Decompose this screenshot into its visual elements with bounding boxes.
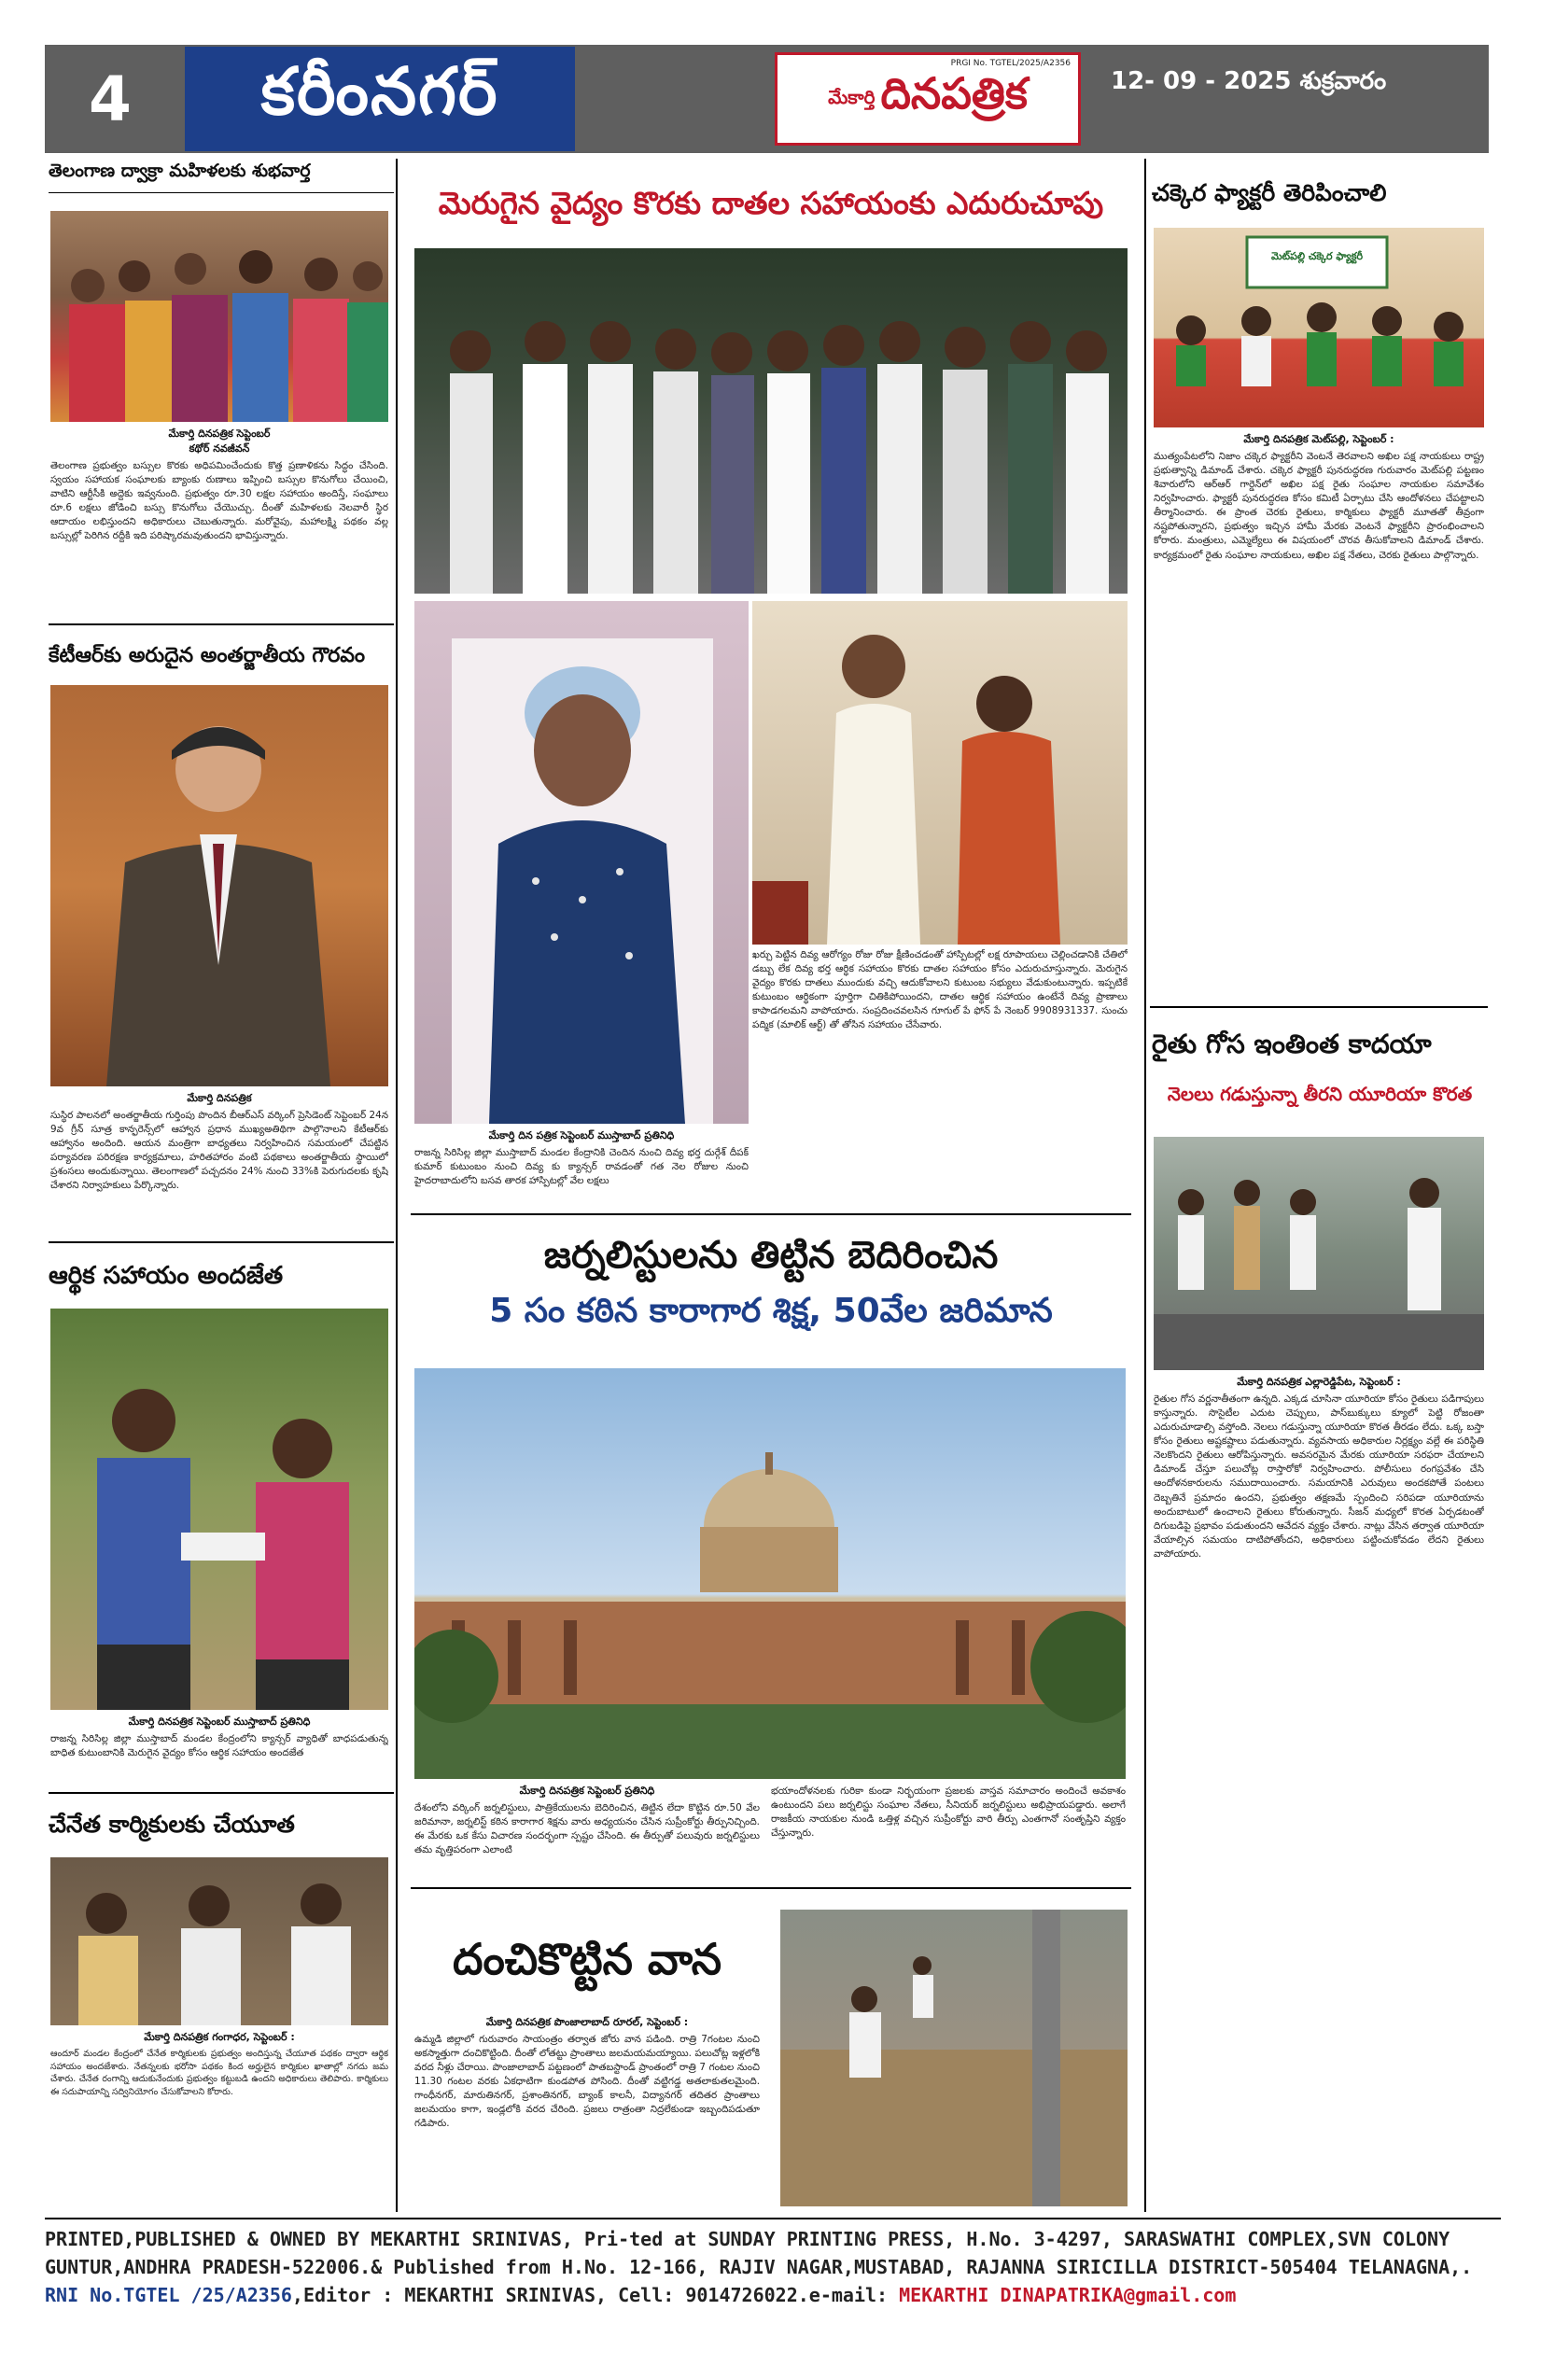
divider [49,1792,394,1794]
supreme-court-photo-art [414,1368,1126,1779]
main-headline: మెరుగైన వైద్యం కొరకు దాతల సహాయంకు ఎదురుచూపు [438,185,1104,221]
rni-number: RNI No.TGTEL /25/A2356 [45,2284,292,2306]
supreme-court-photo [414,1368,1126,1779]
handloom-photo-art [50,1857,388,2025]
logo-reg-number: PRGI No. TGTEL/2025/A2356 [950,59,1071,68]
left-story3-title: ఆర్థిక సహాయం అందజేత [49,1262,284,1290]
left-story4-title: చేనేత కార్మికులకు చేయూత [49,1811,295,1838]
story3-headline: దంచికొట్టిన వాన [452,1934,721,1984]
story3-body: ఉమ్మడి జిల్లాలో గురువారం సాయంత్రం తర్వాత జోరు వాన పడింది. రాత్రి 7గంటల నుంచి అకస్మాత్తుగా దంచికొట్టింది. దీంతో లోతట్టు ప్రాంతాలు జలమయమయ్యాయి. పలుచోట్ల ఇళ్లలోకి వరద నీళ్లు చేరాయి. పొంజాలాబాద్ పట్టణంలో పాతబస్టాండ్ ప్రాంతంలో రాత్రి 7 గంటల నుంచి 11.30 గంటల వరకు ఏకధాటిగా కుండపోత పోసింది. దీంతో వట్టిగడ్డ అతలాకుతలమైంది. గాంధీనగర్, మారుతినగర్, ప్రశాంతినగర్, బ్యాంక్ కాలనీ, విద్యానగర్ తదితర ప్రాంతాలు జలమయం కాగా, ఇండ్లలోకి వరద చేరింది. ప్రజలు రాత్రంతా నిద్రలేకుండా ఇబ్బందిపడుతూ గడిపారు. [414,2034,760,2130]
financial-aid-photo-art [50,1309,388,1710]
logo-prefix: మేకార్తి [828,85,876,108]
left-story4-caption: మేకార్తి దినపత్రిక గంగాధర, సెప్టెంబర్ : [144,2031,295,2043]
farmers-protest-photo [1154,1137,1484,1370]
district-name: కరీంనగర్ [185,47,575,151]
column-divider-right [1144,159,1146,2212]
ktr-photo [50,685,388,1086]
email-link[interactable]: MEKARTHI DINAPATRIKA@gmail.com [899,2284,1237,2306]
imprint-line-3 [45,2281,1501,2309]
flood-photo [780,1910,1128,2206]
story3-caption: మేకార్తి దినపత్రిక పొంజాలాబాద్ రూరల్, సెప్టెంబర్ : [485,2016,689,2028]
divider [49,1241,394,1243]
newspaper-logo [775,52,1081,146]
meeting-banner-text: మెట్‌పల్లి చక్కెర ఫ్యాక్టరీ [1271,250,1363,262]
left-story2-body: సుస్థిర పాలనలో అంతర్జాతీయ గుర్తింపు పొందిన బీఆర్ఎస్ వర్కింగ్ ప్రెసిడెంట్ సెప్టెంబర్ 24న 9వ గ్రీన్ సూత్ర కాన్ఫరెన్స్‌లో ఆహ్వాన ప్రధాన ముఖ్యఅతిథిగా పాల్గొనాలని కేటీఆర్‌కు ఆహ్వానం అందింది. ఆయన మంత్రిగా బాధ్యతలు నిర్వహించిన సమయంలో చేపట్టిన పర్యావరణ పరిరక్షణ కార్యక్రమాలు, హరితహారం వంటి పథకాలు అంతర్జాతీయ స్థాయిలో ప్రశంసలు అందుకున్నాయి. తెలంగాణలో పచ్చదనం 24% నుంచి 33%కి పెరుగుదలకు కృషి చేశారని నిర్వాహకులు పేర్కొన్నారు. [50,1110,388,1192]
left-story3-caption: మేకార్తి దినపత్రిక సెప్టెంబర్ ముస్తాబాద్ ప్రతినిధి [128,1715,311,1728]
women-group-photo [50,211,388,422]
left-story2-caption: మేకార్తి దినపత్రిక [187,1092,252,1104]
divider [411,1213,1131,1215]
left-story1-byline: కథోర్ నవజీవన్ [189,442,250,455]
story2-body-right: భయాందోళనలకు గురికా కుండా నిర్భయంగా ప్రజలకు వాస్తవ సమాచారం అందించే అవకాశం ఉంటుందని పలు జర్నలిస్టు సంఘాల నేతలు, సీనియర్ జర్నలిస్టులు అభిప్రాయపడ్డారు. అలాగే రాజకీయ నాయకుల నుండి ఒత్తిళ్ల వచ్చిన సుప్రీంకోర్టు వారి తీర్పు ఎంతగానో సంతృప్తిని వ్యక్తం చేస్తున్నారు. [771,1785,1126,1840]
right-story2-subtitle: నెలలు గడుస్తున్నా తీరని యూరియా కొరత [1167,1083,1473,1105]
footer-rule [45,2218,1501,2219]
imprint-footer [45,2225,1501,2309]
left-story1-caption: మేకార్తి దినపత్రిక సెప్టెంబర్ [168,427,271,440]
donors-group-photo [414,248,1128,594]
divider [1150,1006,1488,1008]
left-story4-body: ఆందూర్ మండల కేంద్రంలో చేనేత కార్మికులకు ప్రభుత్వం అందిస్తున్న చేయూత పథకం ద్వారా ఆర్థిక సహాయం అందజేశారు. నేతన్నలకు భరోసా పథకం కింద అర్హులైన కార్మికుల ఖాతాల్లో నగదు జమ చేశారు. చేనేత రంగాన్ని ఆదుకునేందుకు ప్రభుత్వం కట్టుబడి ఉందని అధికారులు తెలిపారు. కార్మికులు ఈ సదుపాయాన్ని సద్వినియోగం చేసుకోవాలని కోరారు. [50,2049,388,2097]
donors-group-photo-art [414,248,1128,594]
main-story-caption: మేకార్తి దిన పత్రిక సెప్టెంబర్ ముస్తాబాద్ ప్రతినిధి [488,1129,675,1141]
women-group-photo-art [50,211,388,422]
patient-photo [414,601,749,1124]
farmers-protest-photo-art [1154,1137,1484,1370]
financial-aid-photo [50,1309,388,1710]
couple-photo [752,601,1128,945]
left-story1-title: తెలంగాణ ద్వాక్రా మహిళలకు శుభవార్త [49,161,311,181]
right-story2-caption: మేకార్తి దినపత్రిక ఎల్లారెడ్డిపేట, సెప్టెంబర్ : [1237,1376,1401,1388]
story2-caption: మేకార్తి దినపత్రిక సెప్టెంబర్ ప్రతినిధి [519,1785,655,1797]
column-divider-left [396,159,398,2212]
divider [49,623,394,625]
main-story-body-right: ఖర్చు పెట్టిన దివ్య ఆరోగ్యం రోజు రోజు క్షీణించడంతో హాస్పిటల్లో లక్ష రూపాయలు చెల్లించడానికి చేతిలో డబ్బు లేక దివ్య భర్త ఆర్థిక సహాయం కొరకు దాతల సహాయం కోసం ఎదురుచూస్తున్నారు. మెరుగైన వైద్యం కొరకు దాతలు ముందుకు వచ్చి ఆదుకోవాలని కుటుంబ సభ్యులు వేడుకుంటున్నారు. ఇప్పటికే కుటుంబం ఆర్థికంగా పూర్తిగా చితికిపోయిందని, దాతల ఆర్థిక సహాయం ఉంటేనే దివ్య ప్రాణాలు కాపాడగలమని వాపోయారు. సంప్రదించవలసిన గూగుల్ పే ఫోన్ పే నెంబర్ 9908931337. సుంచు పద్మిక (మాలిక్ ఆర్ట్) తో తోసిన సహాయం చేసేవారు. [752,949,1128,1031]
main-story-body-left: రాజన్న సిరిసిల్ల జిల్లా ముస్తాబాద్ మండల కేంద్రానికి చెందిన నుంచి దివ్య భర్త దుర్గేశ్ దీపక్ కుమార్ కుటుంబం నుంచి దివ్య కు క్యాన్సర్ రావడంతో గత నెల రోజుల నుంచి హైదరాబాదులోని బసవ తారక హాస్పిటల్లో వేల లక్షలు [414,1147,749,1187]
editor-contact: ,Editor : MEKARTHI SRINIVAS, Cell: 9014726022.e-mail: [291,2284,900,2306]
right-story1-body: ముత్యంపేటలోని నిజాం చక్కెర ఫ్యాక్టరీని వెంటనే తెరవాలని అఖిల పక్ష నాయకులు రాష్ట్ర ప్రభుత్వాన్ని డిమాండ్ చేశారు. చక్కెర ఫ్యాక్టరీ పునరుద్ధరణ గురువారం మెట్‌పల్లి పట్టణం శివారులోని ఆర్ఆర్ గార్డెన్‌లో అఖిల పక్ష రైతు సంఘాల నాయకుల సమావేశం నిర్వహించారు. ఫ్యాక్టరీ పునరుద్ధరణ కోసం కమిటీ ఏర్పాటు చేసి ఆందోళనలు చేపట్టాలని తీర్మానించారు. ఈ ప్రాంత చెరకు రైతులు, కార్మికులు ఫ్యాక్టరీ మూతతో తీవ్రంగా నష్టపోతున్నారని, ప్రభుత్వం ఇచ్చిన హామీ మేరకు వెంటనే ఫ్యాక్టరీని ప్రారంభించాలని కోరారు. మంత్రులు, ఎమ్మెల్యేలు ఈ విషయంలో చొరవ తీసుకోవాలని డిమాండ్ చేశారు. కార్యక్రమంలో రైతు సంఘాల నాయకులు, అఖిల పక్ష నేతలు, చెరకు రైతులు పాల్గొన్నారు. [1154,451,1484,561]
story2-body-left: దేశంలోని వర్కింగ్ జర్నలిస్టులు, పాత్రికేయులను బెదిరించిన, తిట్టిన లేదా కొట్టిన రూ.50 వేల జరిమానా, జర్నలిస్ట్ కఠిన కారాగార శిక్షను వారు అధ్యయనం చేసిన సుప్రీంకోర్టు తీర్పునిచ్చింది. ఈ మేరకు ఒక కేసు విచారణ సందర్భంగా స్పష్టం చేసింది. ఈ తీర్పుతో పలువురు జర్నలిస్టులు తమ వృత్తిపరంగా ఎలాంటి [414,1802,760,1856]
story2-headline: జర్నలిస్టులను తిట్టిన బెదిరించిన [543,1234,999,1277]
divider [411,1887,1131,1889]
right-story1-caption: మేకార్తి దినపత్రిక మెట్‌పల్లి, సెప్టెంబర్ : [1243,433,1394,445]
couple-photo-art [752,601,1128,945]
left-story3-body: రాజన్న సిరిసిల్ల జిల్లా ముస్తాబాద్ మండల కేంద్రంలోని క్యాన్సర్ వ్యాధితో బాధపడుతున్న బాధిత కుటుంబానికి మెరుగైన వైద్యం కోసం ఆర్థిక సహాయం అందజేత [50,1733,388,1759]
page-number: 4 [89,63,132,135]
imprint-line-2: GUNTUR,ANDHRA PRADESH-522006.& Published from H.No. 12-166, RAJIV NAGAR,MUSTABAD, RAJANNA SIRICILLA DISTRICT-505404 TELANAGNA,. [45,2256,1473,2278]
right-story1-title: చక్కెర ఫ్యాక్టరీ తెరిపించాలి [1152,179,1387,206]
story2-subheadline: 5 సం కఠిన కారాగార శిక్ష, 50వేల జరిమాన [489,1292,1053,1330]
patient-photo-art [414,601,749,1124]
left-story1-body: తెలంగాణ ప్రభుత్వం బస్సుల కొరకు అధిపమించేందుకు కొత్త ప్రణాళికను సిద్ధం చేసింది. స్వయం సహాయక సంఘాలకు బ్యాంకు రుణాలు ఇప్పించి బస్సుల కొనుగోలు చేయించి, వాటిని ఆర్టీసీకి అద్దెకు ఇవ్వనుంది. ప్రభుత్వం రూ.30 లక్షల సహాయం అందిస్తే, సంఘాలు రూ.6 లక్షలు జోడించి బస్సు కొనుగోలు చేయొచ్చు. దీంతో మహిళలకు నెలవారీ స్థిర ఆదాయం లభిస్తుందని అధికారులు చెబుతున్నారు. మరోవైపు, మహాలక్ష్మి పథకం వల్ల బస్సుల్లో పెరిగిన రద్దీకి ఇది పరిష్కారమవుతుందని భావిస్తున్నారు. [50,460,388,542]
right-story2-body: రైతుల గోస వర్ణనాతీతంగా ఉన్నది. ఎక్కడ చూసినా యూరియా కోసం రైతులు పడిగాపులు కాస్తున్నారు. సొసైటీల ఎదుట చెప్పులు, పాస్‌బుక్కులు క్యూలో పెట్టి రోజంతా ఎదురుచూడాల్సి వస్తోంది. నెలలు గడుస్తున్నా యూరియా కొరత తీరడం లేదు. ఒక్క బస్తా కోసం రైతులు అష్టకష్టాలు పడుతున్నారు. వ్యవసాయ అధికారుల నిర్లక్ష్యం వల్లే ఈ పరిస్థితి నెలకొందని రైతులు ఆరోపిస్తున్నారు. అవసరమైన మేరకు యూరియా సరఫరా చేయాలని డిమాండ్ చేస్తూ పలుచోట్ల రాస్తారోకో నిర్వహించారు. పోలీసులు రంగప్రవేశం చేసి ఆందోళనకారులను సముదాయించారు. సమయానికి ఎరువులు అందకపోతే పంటలు దెబ్బతినే ప్రమాదం ఉందని, ప్రభుత్వం తక్షణమే స్పందించి సరిపడా యూరియాను అందుబాటులో ఉంచాలని రైతులు కోరుతున్నారు. సీజన్ మధ్యలో కొరత ఏర్పడటంతో దిగుబడిపై ప్రభావం పడుతుందని ఆవేదన వ్యక్తం చేశారు. నాట్లు వేసిన తర్వాత యూరియా వేయాల్సిన సమయం దాటిపోతోందని, అధికారులు పట్టించుకోవడం లేదని రైతులు వాపోయారు. [1154,1393,1484,1560]
issue-date: 12- 09 - 2025 శుక్రవారం [1111,67,1387,95]
sugar-factory-meeting-photo [1154,228,1484,427]
left-story2-title: కేటీఆర్‌కు అరుదైన అంతర్జాతీయ గౌరవం [49,644,366,667]
right-story2-title: రైతు గోస ఇంతింత కాదయా [1152,1029,1432,1059]
logo-name: దినపత్రిక [880,68,1028,119]
flood-photo-art [780,1910,1128,2206]
imprint-line-1: PRINTED,PUBLISHED & OWNED BY MEKARTHI SRINIVAS, Pri-ted at SUNDAY PRINTING PRESS, H.No. 3-4297, SARASWATHI COMPLEX,SVN COLONY [45,2228,1450,2250]
ktr-photo-art [50,685,388,1086]
handloom-photo [50,1857,388,2025]
divider [49,192,394,193]
